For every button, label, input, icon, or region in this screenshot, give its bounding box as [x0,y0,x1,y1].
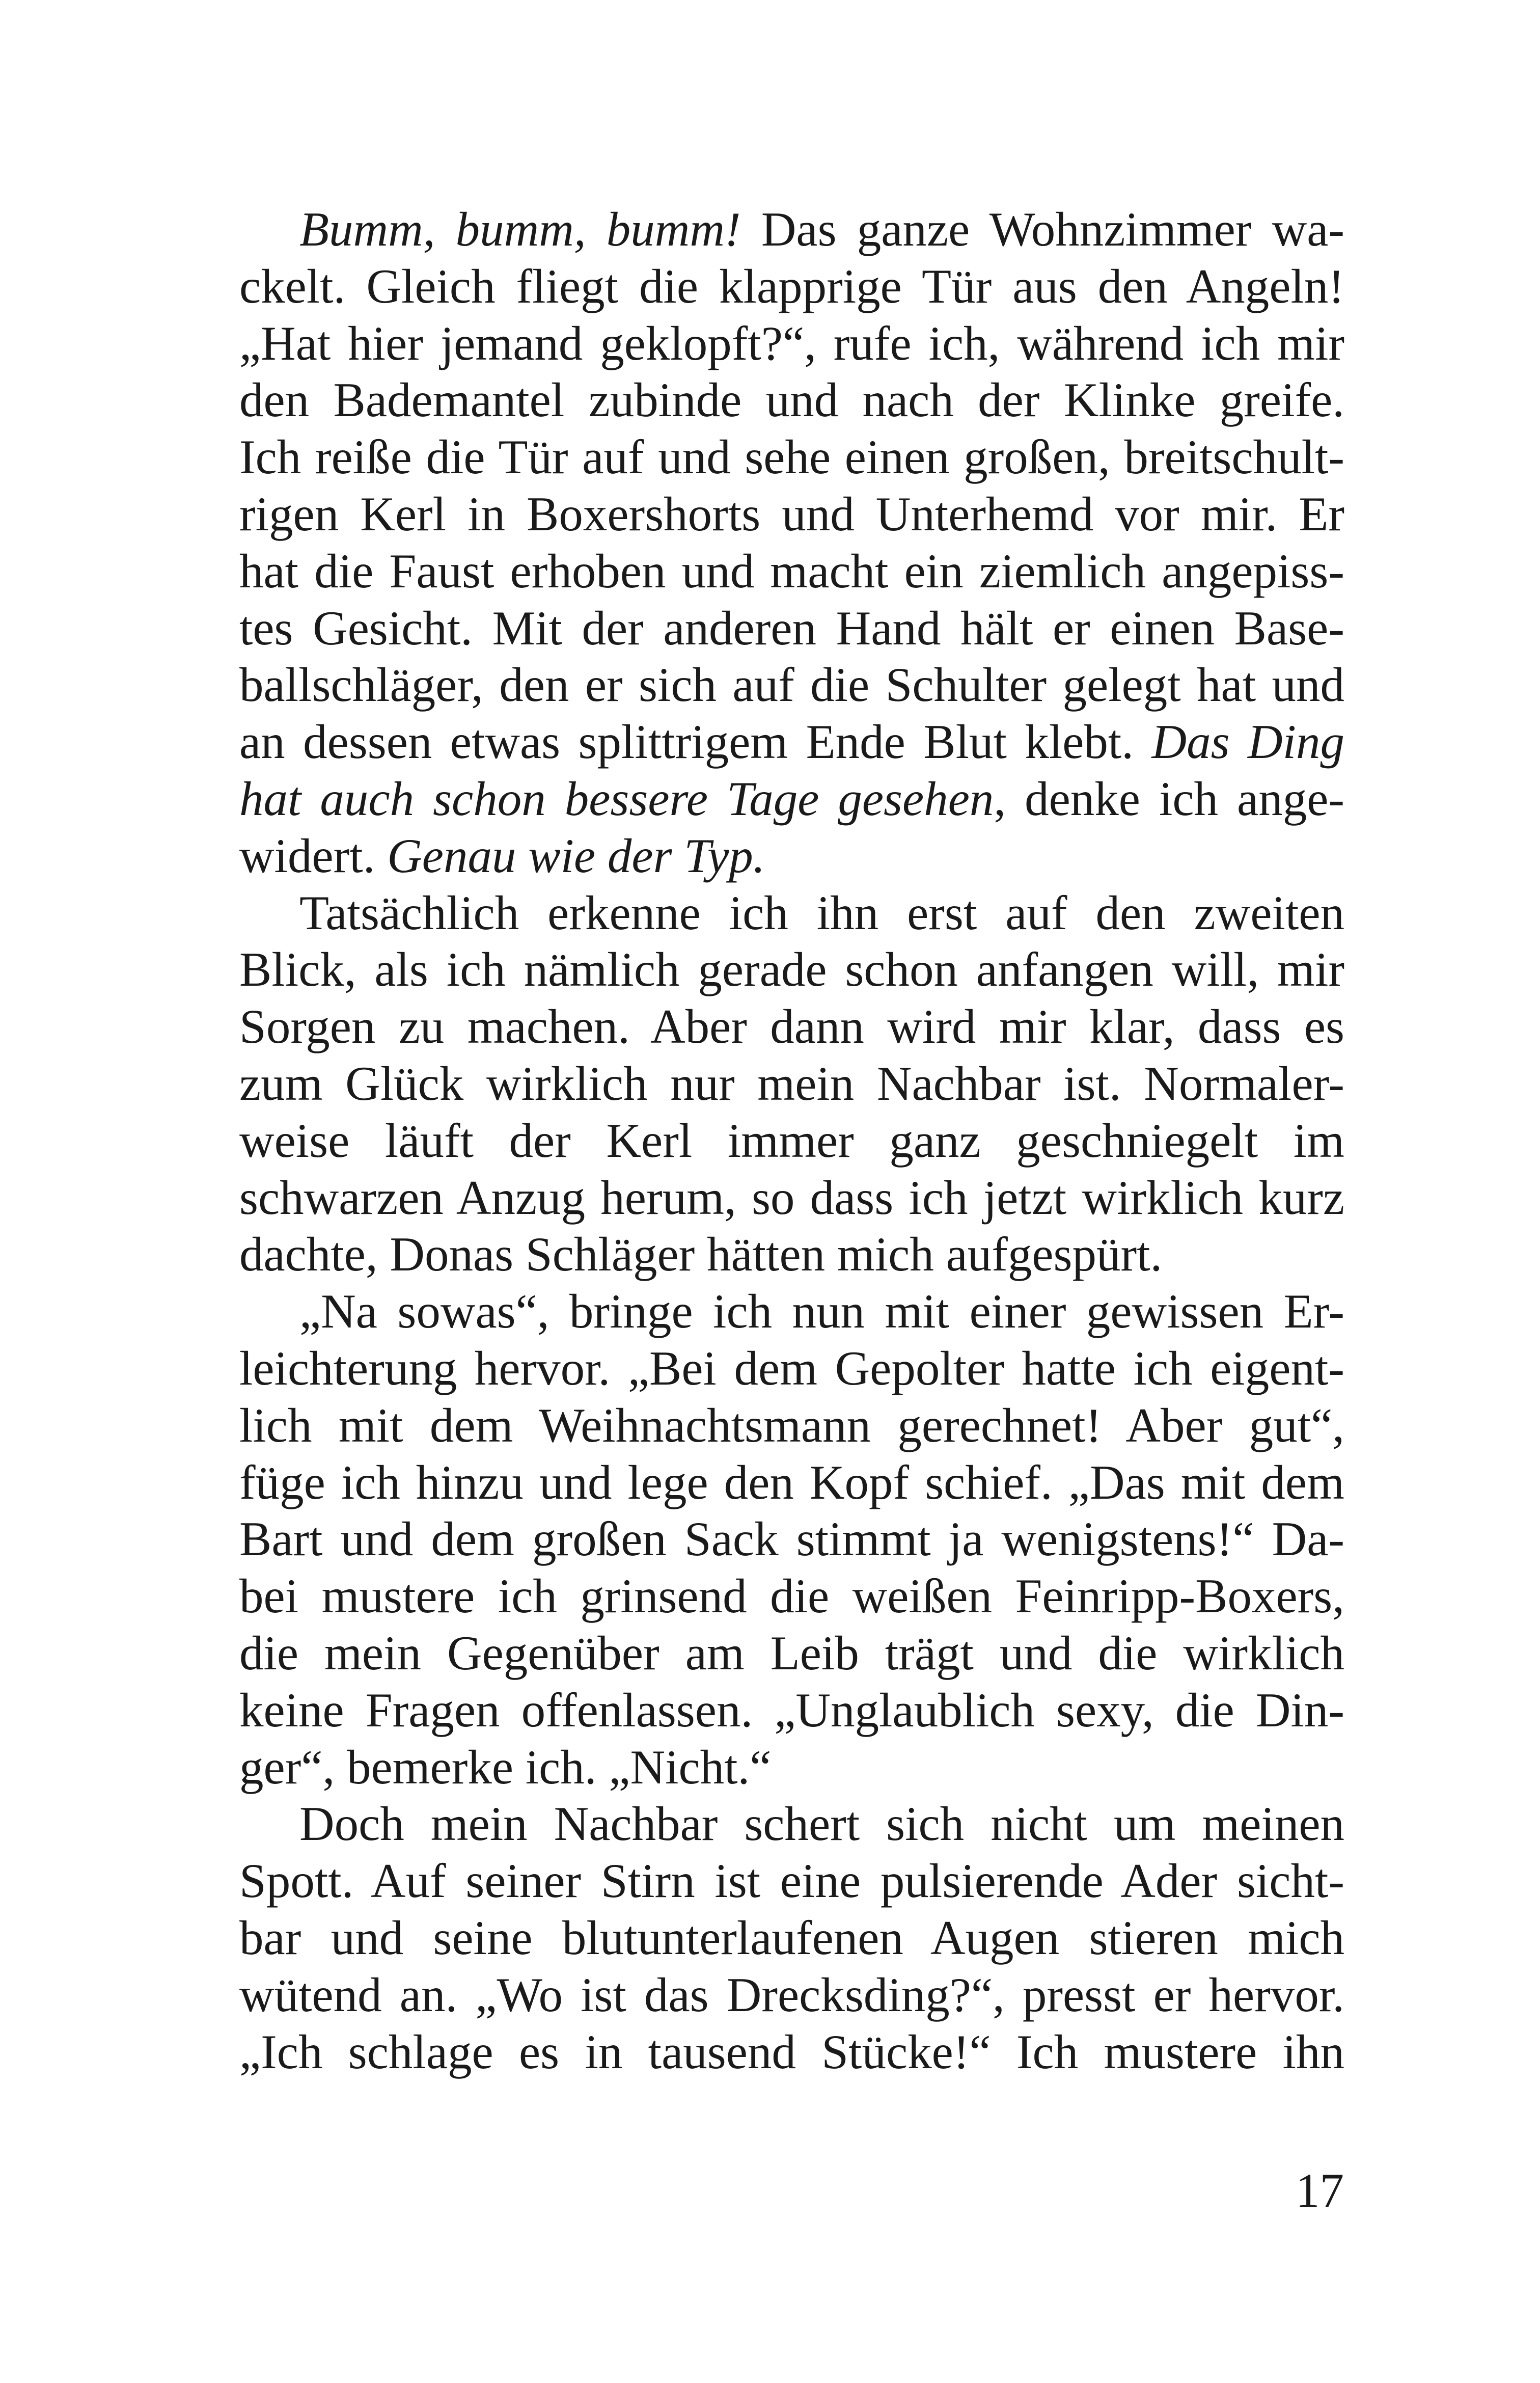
text-line [239,1397,1344,1454]
text-line [239,1910,1344,1967]
text-run: bei mustere ich grinsend die weißen Feinripp-Boxers, [239,1569,1344,1623]
text-run: „Na sowas“, bringe ich nun mit einer gewissen Er- [299,1284,1344,1339]
text-line [239,1967,1344,2024]
text-run: dachte, Donas Schläger hätten mich aufgespürt. [239,1227,1163,1282]
text-run: ckelt. Gleich fliegt die klapprige Tür aus den Angeln! [239,259,1344,313]
text-run: Spott. Auf seiner Stirn ist eine pulsierende Ader sicht- [239,1854,1344,1908]
text-run: widert. [239,828,388,883]
text-line [239,543,1344,600]
text-line [239,372,1344,429]
text-line [239,2024,1344,2081]
text-run: bar und seine blutunterlaufenen Augen stieren mich [239,1910,1344,1965]
text-run: an dessen etwas splittrigem Ende Blut klebt. [239,715,1152,769]
text-run: wütend an. „Wo ist das Drecksding?“, presst er hervor. [239,1967,1344,2022]
italic-text: hat auch schon bessere Tage gesehen [239,771,994,826]
paragraph [239,885,1344,1284]
text-line [239,1113,1344,1170]
text-line [239,315,1344,372]
italic-text: Das Ding [1151,715,1344,769]
text-run: hat die Faust erhoben und macht ein ziemlich angepiss- [239,544,1344,598]
text-run: Tatsächlich erkenne ich ihn erst auf den zweiten [299,885,1344,940]
text-run: leichterung hervor. „Bei dem Gepolter hatte ich eigent- [239,1341,1344,1395]
text-line [239,1340,1344,1397]
text-run: weise läuft der Kerl immer ganz geschniegelt im [239,1113,1344,1168]
text-run: keine Fragen offenlassen. „Unglaublich sexy, die Din- [239,1683,1344,1737]
text-line [239,1796,1344,1853]
text-line [239,1853,1344,1910]
text-line [239,486,1344,543]
text-line [239,885,1344,942]
text-run: Sorgen zu machen. Aber dann wird mir klar, dass es [239,999,1344,1054]
text-line [239,600,1344,657]
text-line [239,1226,1344,1283]
text-line [239,1454,1344,1511]
text-run: Ich reiße die Tür auf und sehe einen großen, breitschult- [239,430,1344,484]
text-line [239,771,1344,828]
text-line [239,657,1344,714]
text-line [239,1511,1344,1568]
text-run: den Bademantel zubinde und nach der Klinke greife. [239,373,1344,427]
text-line [239,1682,1344,1739]
paragraph [239,201,1344,885]
text-line [239,1739,1344,1796]
text-line [239,1625,1344,1682]
text-line [239,1170,1344,1227]
text-run: füge ich hinzu und lege den Kopf schief. „Das mit dem [239,1455,1344,1509]
text-run: schwarzen Anzug herum, so dass ich jetzt wirklich kurz [239,1170,1344,1225]
text-run: Das ganze Wohnzimmer wa- [740,202,1344,256]
body-text [239,201,1344,2080]
text-line [239,1568,1344,1625]
text-run: „Ich schlage es in tausend Stücke!“ Ich mustere ihn [239,2024,1344,2079]
paragraph [239,1283,1344,1796]
text-run: lich mit dem Weihnachtsmann gerechnet! Aber gut“, [239,1398,1344,1452]
italic-text: Bumm, bumm, bumm! [299,202,741,256]
text-line [239,828,1344,885]
text-run: , denke ich ange- [994,771,1345,826]
text-run: Doch mein Nachbar schert sich nicht um meinen [299,1797,1344,1851]
text-run: die mein Gegenüber am Leib trägt und die wirklich [239,1626,1344,1680]
text-run: ballschläger, den er sich auf die Schulter gelegt hat und [239,658,1344,712]
text-run: ger“, bemerke ich. „Nicht.“ [239,1740,772,1794]
paragraph [239,1796,1344,2080]
text-run: Bart und dem großen Sack stimmt ja wenigstens!“ Da- [239,1512,1344,1566]
page-number: 17 [1296,2163,1344,2217]
text-line [239,201,1344,258]
text-line [239,1055,1344,1113]
text-run: Blick, als ich nämlich gerade schon anfangen will, mir [239,942,1344,997]
text-line [239,998,1344,1055]
text-run: zum Glück wirklich nur mein Nachbar ist. Normaler- [239,1056,1344,1111]
text-line [239,258,1344,315]
text-run: „Hat hier jemand geklopft?“, rufe ich, während ich mir [239,316,1344,370]
italic-text: Genau wie der Typ. [387,828,765,883]
text-line [239,714,1344,771]
text-line [239,941,1344,998]
text-run: rigen Kerl in Boxershorts und Unterhemd vor mir. Er [239,486,1344,541]
text-line [239,429,1344,486]
text-run: tes Gesicht. Mit der anderen Hand hält er einen Base- [239,601,1344,655]
text-line [239,1283,1344,1340]
